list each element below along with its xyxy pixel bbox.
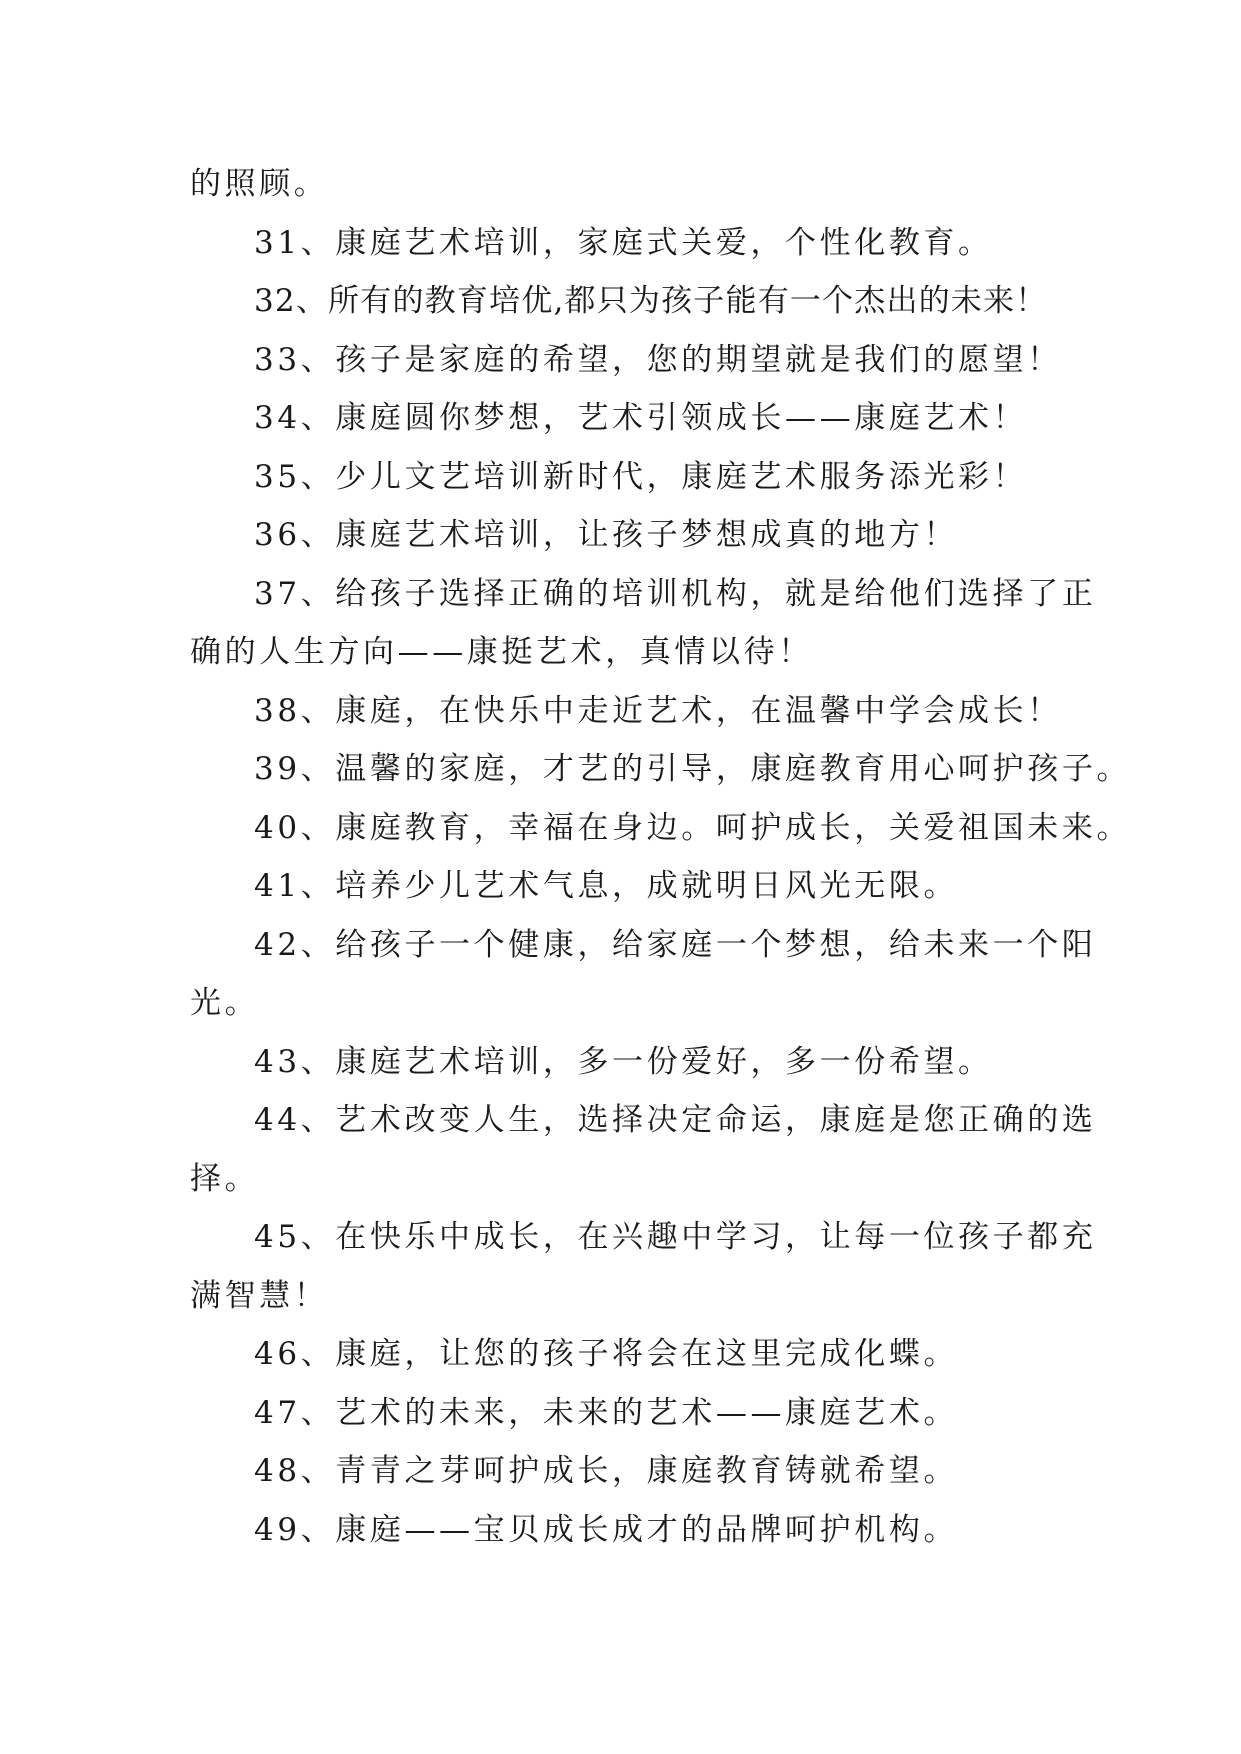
- text-line: 36、康庭艺术培训，让孩子梦想成真的地方！: [254, 517, 959, 553]
- text-line: 48、青青之芽呵护成长，康庭教育铸就希望。: [254, 1453, 959, 1489]
- text-line: 38、康庭，在快乐中走近艺术，在温馨中学会成长！: [254, 692, 1062, 729]
- text-line: 47、艺术的未来，未来的艺术——康庭艺术。: [254, 1394, 959, 1431]
- text-line: 39、温馨的家庭，才艺的引导，康庭教育用心呵护孩子。: [254, 751, 1132, 787]
- text-line: 33、孩子是家庭的希望，您的期望就是我们的愿望！: [254, 341, 1062, 378]
- text-line: 42、给孩子一个健康，给家庭一个梦想，给未来一个阳: [254, 926, 1097, 963]
- text-line: 43、康庭艺术培训，多一份爱好，多一份希望。: [254, 1043, 993, 1080]
- text-line: 46、康庭，让您的孩子将会在这里完成化蝶。: [254, 1336, 959, 1372]
- text-line: 34、康庭圆你梦想，艺术引领成长——康庭艺术！: [254, 400, 1028, 436]
- text-line: 44、艺术改变人生，选择决定命运，康庭是您正确的选: [254, 1102, 1097, 1138]
- text-line: 35、少儿文艺培训新时代，康庭艺术服务添光彩！: [254, 458, 1028, 495]
- text-line: 37、给孩子选择正确的培训机构，就是给他们选择了正: [254, 575, 1097, 612]
- text-line: 择。: [190, 1160, 260, 1197]
- text-line: 32、所有的教育培优,都只为孩子能有一个杰出的未来！: [254, 283, 1048, 319]
- text-line: 49、康庭——宝贝成长成才的品牌呵护机构。: [254, 1511, 959, 1548]
- text-line: 确的人生方向——康挺艺术，真情以待！: [190, 634, 813, 670]
- text-line: 40、康庭教育，幸福在身边。呵护成长，关爱祖国未来。: [254, 809, 1132, 846]
- text-line: 光。: [190, 985, 260, 1021]
- text-line: 41、培养少儿艺术气息，成就明日风光无限。: [254, 868, 959, 904]
- text-line: 31、康庭艺术培训，家庭式关爱，个性化教育。: [254, 224, 993, 261]
- text-line: 45、在快乐中成长，在兴趣中学习，让每一位孩子都充: [254, 1219, 1097, 1255]
- text-line: 满智慧！: [190, 1277, 329, 1314]
- document-body: [190, 155, 1132, 1559]
- text-line: 的照顾。: [190, 166, 329, 202]
